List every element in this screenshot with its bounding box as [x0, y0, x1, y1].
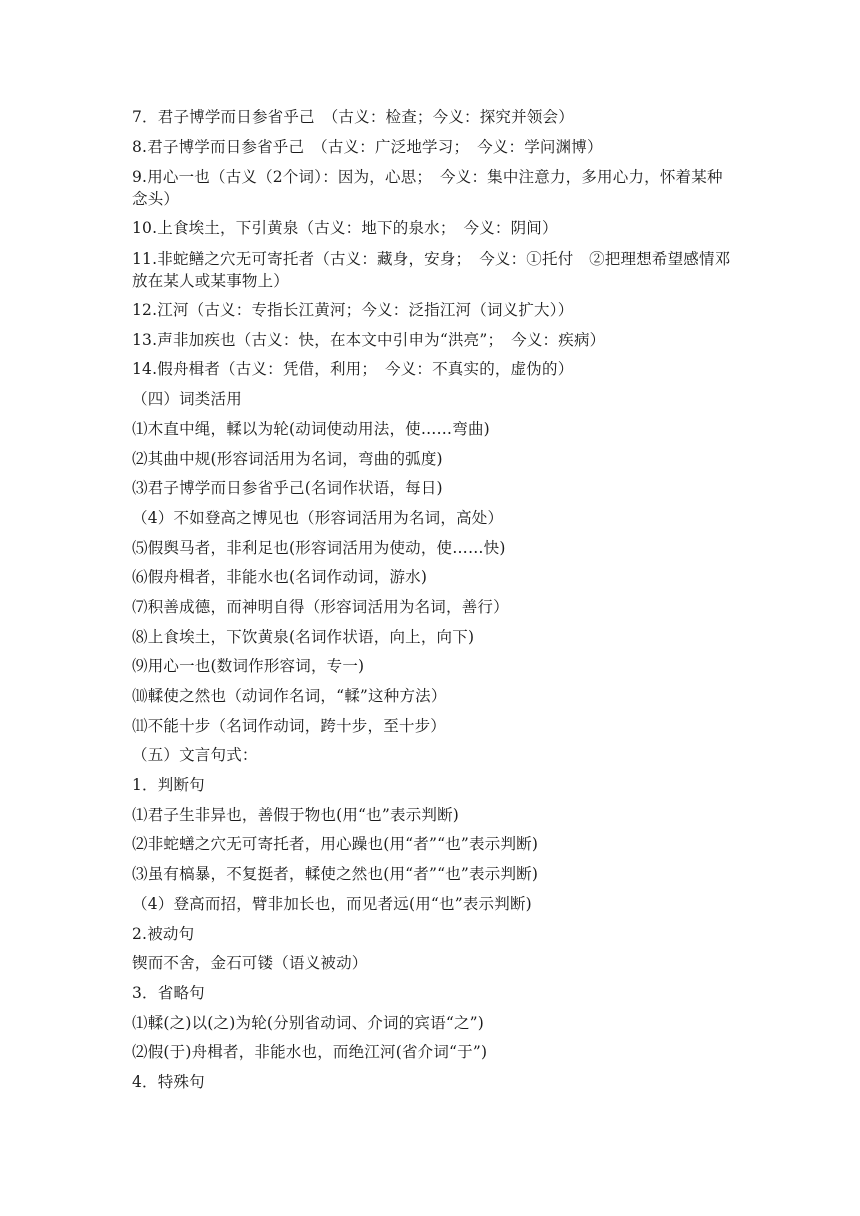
text-line: ⑶虽有槁暴，不复挺者，輮使之然也(用“者”“也”表示判断)	[132, 865, 539, 884]
text-line: ⑾不能十步（名词作动词，跨十步，至十步）	[132, 716, 447, 735]
text-line: ⑴木直中绳，輮以为轮(动词使动用法，使……弯曲)	[132, 419, 490, 438]
subsection-heading: 2.被动句	[132, 924, 195, 943]
text-line: 8.君子博学而日参省乎己 （古义：广泛地学习； 今义：学问渊博）	[132, 137, 603, 156]
subsection-heading: 4．特殊句	[132, 1072, 205, 1091]
text-line: 锲而不舍，金石可镂（语义被动）	[132, 954, 368, 973]
text-line: 12.江河（古义：专指长江黄河；今义：泛指江河（词义扩大））	[132, 301, 574, 320]
text-line: ⑸假舆马者，非利足也(形容词活用为使动，使……快)	[132, 538, 506, 557]
text-line: 13.声非加疾也（古义：快，在本文中引申为“洪亮”； 今义：疾病）	[132, 330, 606, 349]
section-heading: （四）词类活用	[132, 390, 242, 409]
text-line: 11.非蛇鳝之穴无可寄托者（古义：藏身，安身； 今义：①托付 ②把理想希望感情邓放在某人或某事物上）	[132, 250, 731, 291]
text-line: ⑻上食埃土，下饮黄泉(名词作状语，向上，向下)	[132, 627, 475, 646]
text-line: ⑼用心一也(数词作形容词，专一)	[132, 657, 365, 676]
text-line: 7．君子博学而日参省乎己 （古义：检查；今义：探究并领会）	[132, 108, 574, 126]
subsection-heading: 1．判断句	[132, 776, 205, 795]
text-line: ⑶君子博学而日参省乎己(名词作状语，每日)	[132, 479, 443, 498]
text-line: 9.用心一也（古义（2个词）：因为，心思； 今义：集中注意力，多用心力，怀着某种念头）	[132, 168, 723, 209]
text-line: ⑽輮使之然也（动词作名词，“輮”这种方法）	[132, 687, 447, 705]
document-body	[132, 103, 732, 1098]
text-line: ⑺积善成德，而神明自得（形容词活用为名词，善行）	[132, 597, 509, 616]
text-line: ⑴輮(之)以(之)为轮(分别省动词、介词的宾语“之”)	[132, 1013, 485, 1032]
text-line: ⑵假(于)舟楫者，非能水也，而绝江河(省介词“于”)	[132, 1043, 488, 1062]
text-line: ⑵非蛇蟮之穴无可寄托者，用心躁也(用“者”“也”表示判断)	[132, 835, 539, 854]
subsection-heading: 3．省略句	[132, 983, 205, 1002]
text-line: 14.假舟楫者（古义：凭借，利用； 今义：不真实的，虚伪的）	[132, 360, 574, 379]
section-heading: （五）文言句式：	[132, 746, 258, 765]
text-line: 10.上食埃土，下引黄泉（古义：地下的泉水； 今义：阴间）	[132, 219, 558, 238]
text-line: （4）不如登高之博见也（形容词活用为名词，高处）	[132, 508, 504, 527]
text-line: ⑹假舟楫者，非能水也(名词作动词，游水)	[132, 568, 428, 587]
text-line: ⑴君子生非异也，善假于物也(用“也”表示判断)	[132, 805, 460, 824]
text-line: ⑵其曲中规(形容词活用为名词，弯曲的弧度)	[132, 449, 443, 468]
text-line: （4）登高而招，臂非加长也，而见者远(用“也”表示判断)	[132, 894, 532, 913]
